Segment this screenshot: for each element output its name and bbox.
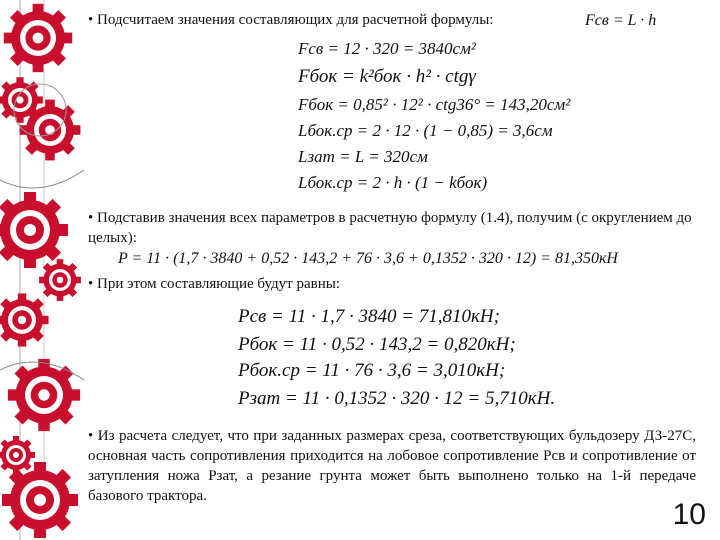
substitute-formula: P = 11 · (1,7 · 3840 + 0,52 · 143,2 + 76 · 3,6 + 0,1352 · 320 · 12) = 81,350кН xyxy=(118,250,618,267)
component-line-3: Pбок.ср = 11 · 76 · 3,6 = 3,010кН; xyxy=(238,360,506,381)
calc-line-5: Lзат = L = 320см xyxy=(298,147,428,166)
component-line-1: Pсв = 11 · 1,7 · 3840 = 71,810кН; xyxy=(238,306,500,327)
decorative-gear-column xyxy=(0,0,84,540)
component-line-2: Pбок = 11 · 0,52 · 143,2 = 0,820кН; xyxy=(238,334,516,355)
components-text: • При этом составляющие будут равны: xyxy=(88,276,340,292)
intro-formula: Fсв = L · h xyxy=(585,12,657,29)
conclusion-text: • Из расчета следует, что при заданных размерах среза, соответствующих бульдозеру ДЗ-27С, основная часть сопротивления приходится на лобовое сопротивление Pсв и сопротивление от затупления ножа Pзат, а резание грунта может быть выполнено только на 1-й передаче базового трактора. xyxy=(88,428,696,504)
gear-pattern-icon xyxy=(0,0,84,540)
page-number: 10 xyxy=(672,498,706,531)
component-line-4: Pзат = 11 · 0,1352 · 320 · 12 = 5,710кН. xyxy=(238,388,556,409)
intro-text: • Подсчитаем значения составляющих для расчетной формулы: xyxy=(88,12,494,28)
calc-line-1: Fсв = 12 · 320 = 3840см² xyxy=(298,39,476,58)
calc-line-4: Lбок.ср = 2 · 12 · (1 − 0,85) = 3,6см xyxy=(298,121,553,140)
calc-line-6: Lбок.ср = 2 · h · (1 − kбок) xyxy=(298,173,488,192)
substitute-text: • Подставив значения всех параметров в расчетную формулу (1.4), получим (с округлением до целых): xyxy=(88,210,692,246)
calc-line-3: Fбок = 0,85² · 12² · ctg36° = 143,20см² xyxy=(298,95,571,114)
calc-line-2: Fбок = k²бок · h² · ctgγ xyxy=(298,66,476,87)
